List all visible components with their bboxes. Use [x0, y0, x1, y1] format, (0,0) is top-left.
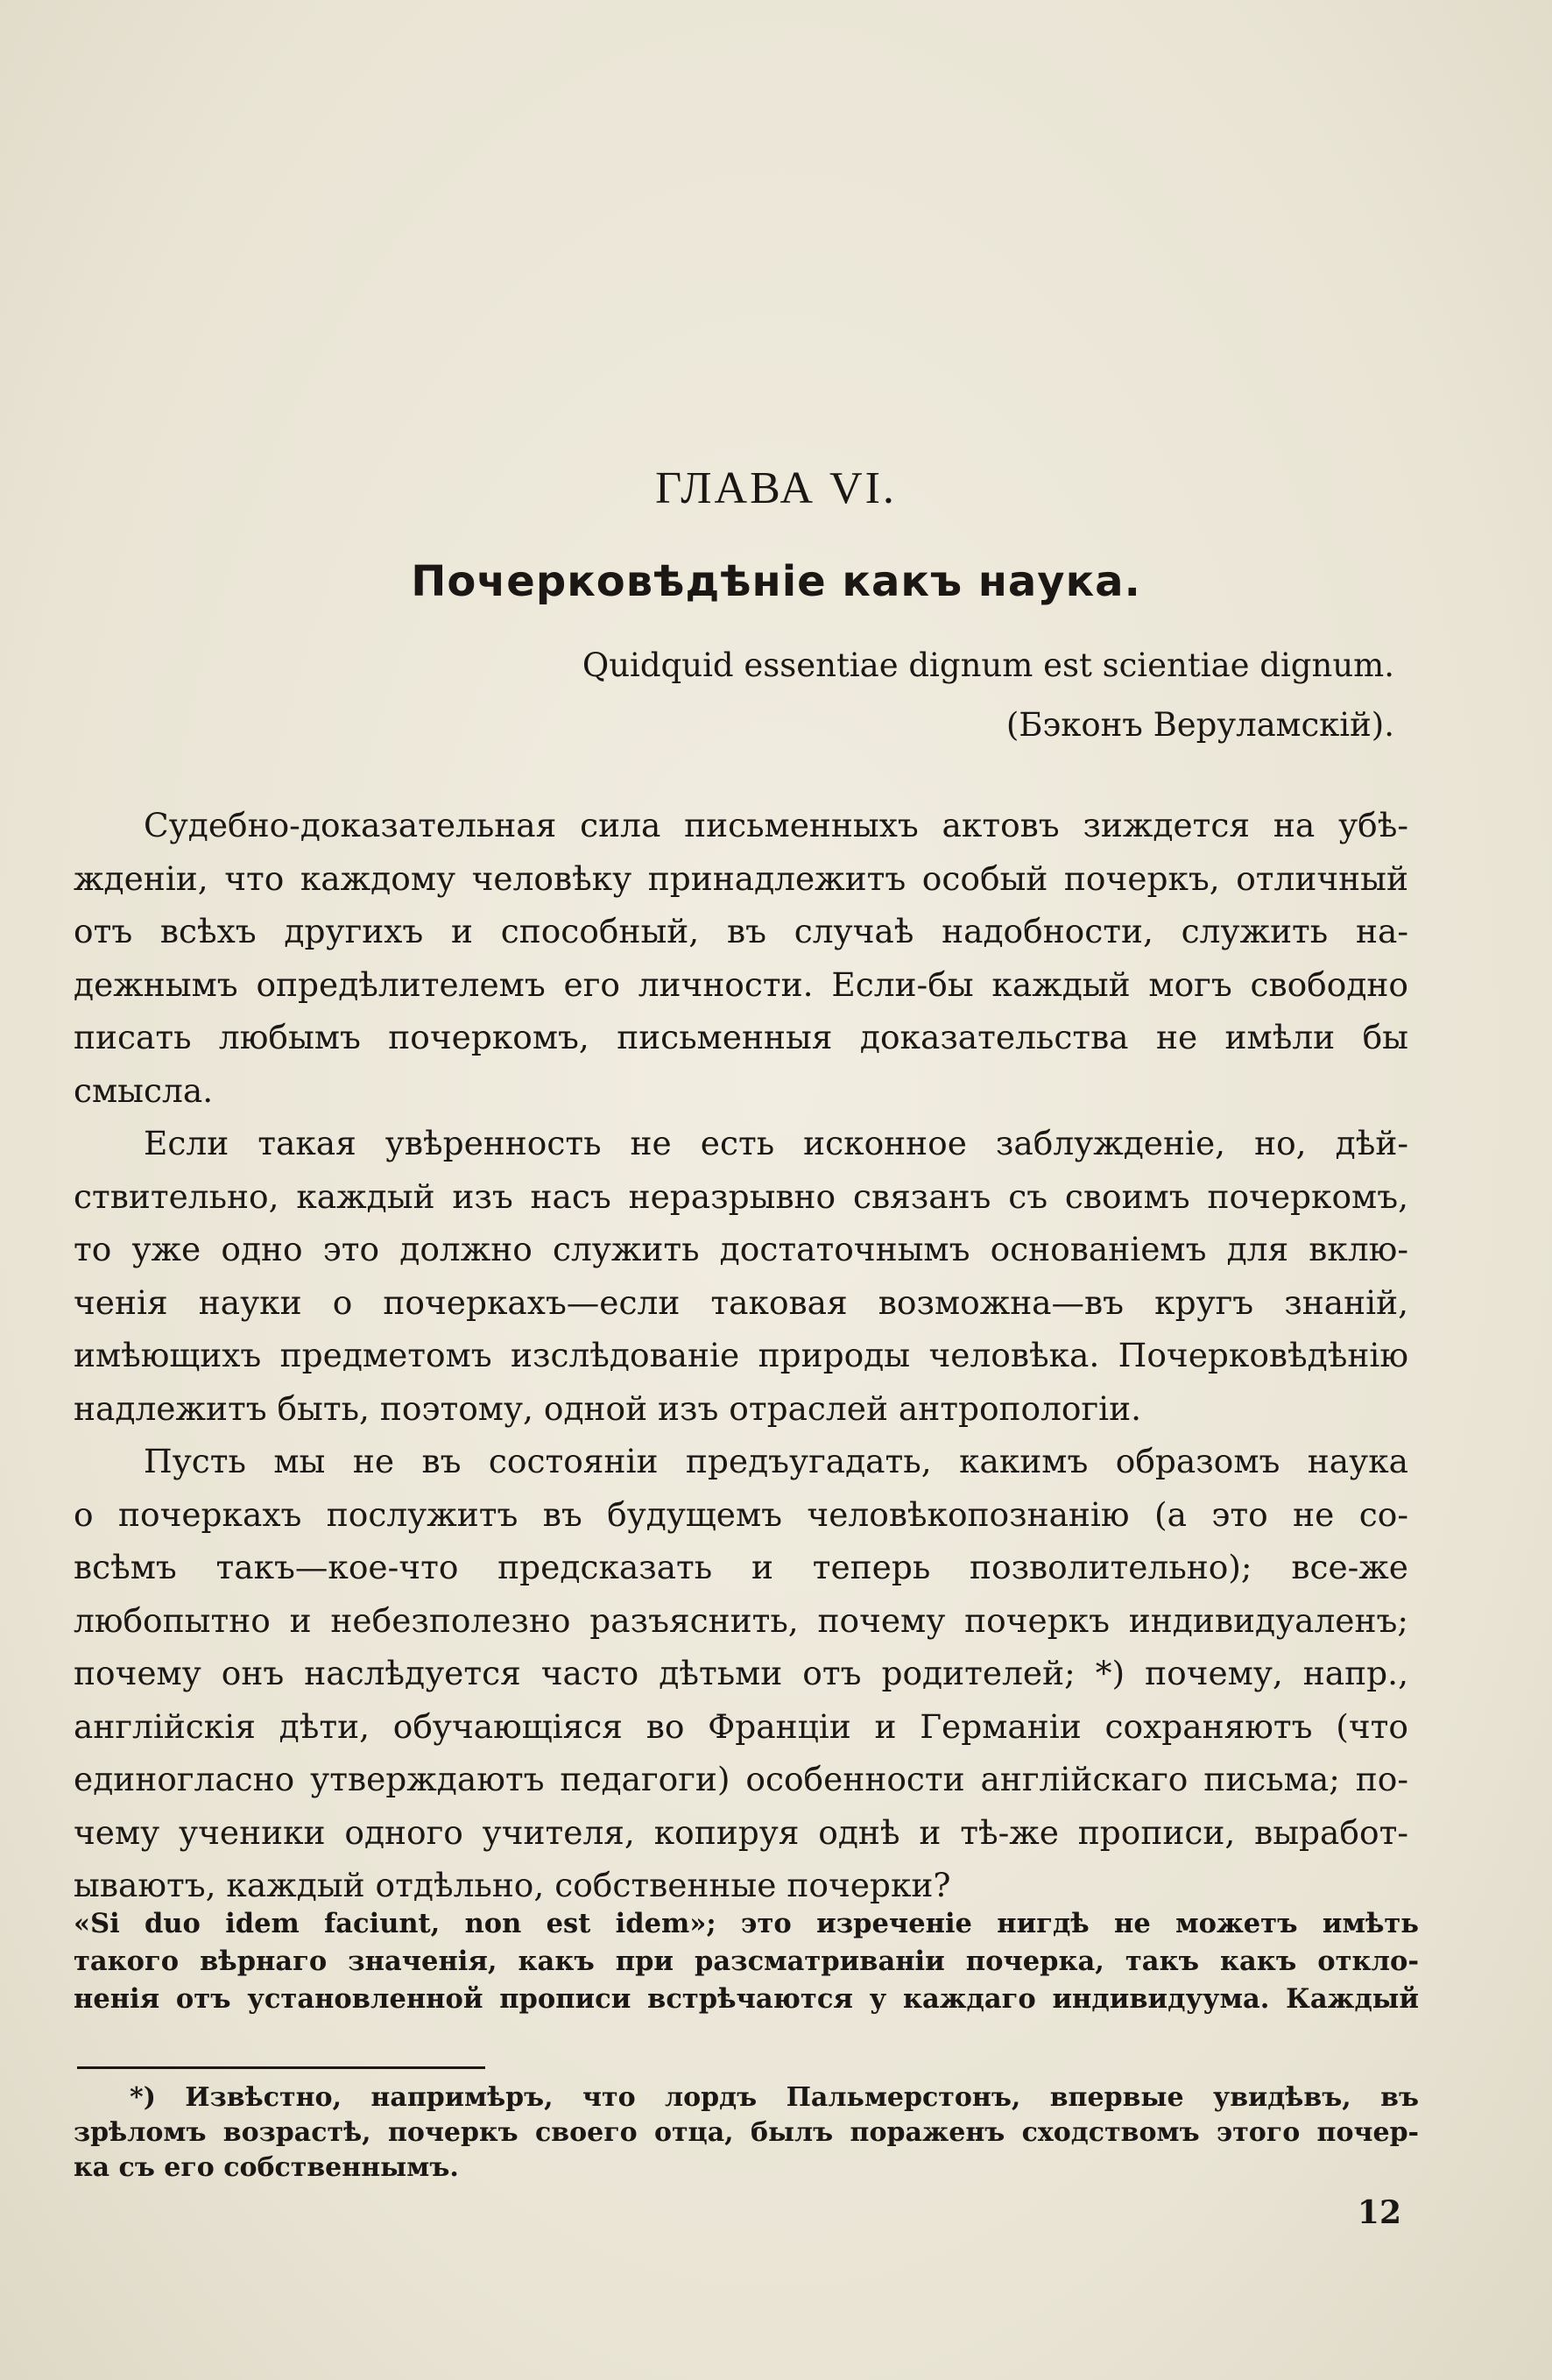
text-line: любопытно и небезполезно разъяснить, почему почеркъ индивидуаленъ;	[74, 1600, 1408, 1640]
text-line: ываютъ, каждый отдѣльно, собственные почерки?	[74, 1866, 951, 1904]
text-line: ствительно, каждый изъ насъ неразрывно связанъ съ своимъ почеркомъ,	[74, 1176, 1408, 1216]
chapter-title: Почерковѣдѣніе какъ наука.	[411, 557, 1141, 606]
footnote-divider	[77, 2066, 485, 2069]
small-print-paragraph	[74, 1905, 1419, 2018]
text-line: всѣмъ такъ—кое-что предсказать и теперь позволительно); все-же	[74, 1548, 1408, 1586]
text-line: почему онъ наслѣдуется часто дѣтьми отъ родителей; *) почему, напр.,	[74, 1654, 1408, 1692]
text-line: надлежитъ быть, поэтому, одной изъ отраслей антропологіи.	[74, 1388, 1142, 1428]
footnote-line: зрѣломъ возрастѣ, почеркъ своего отца, былъ пораженъ сходствомъ этого почер-	[74, 2117, 1419, 2148]
epigraph-quote: Quidquid essentiae dignum est scientiae dignum.	[582, 646, 1394, 684]
small-text-line: ненія отъ установленной прописи встрѣчаются у каждаго индивидуума. Каждый	[74, 1983, 1419, 2015]
page-number: 12	[1357, 2194, 1401, 2231]
text-line: Если такая увѣренность не есть исконное заблужденіе, но, дѣй-	[144, 1124, 1408, 1162]
text-line: единогласно утверждаютъ педагоги) особенности англійскаго письма; по-	[74, 1760, 1408, 1798]
text-line: смысла.	[74, 1070, 214, 1110]
text-line: писать любымъ почеркомъ, письменныя доказательства не имѣли бы	[74, 1018, 1408, 1056]
text-line: ченія науки о почеркахъ—если таковая возможна—въ кругъ знаній,	[74, 1282, 1408, 1322]
chapter-heading: ГЛАВА VI.	[655, 463, 897, 513]
text-line: Судебно-доказательная сила письменныхъ актовъ зиждется на убѣ-	[144, 806, 1408, 844]
footnote-line: ка съ его собственнымъ.	[74, 2152, 459, 2183]
small-text-line: «Si duo idem faciunt, non est idem»; это изреченіе нигдѣ не можетъ имѣть	[74, 1908, 1419, 1939]
text-line: о почеркахъ послужитъ въ будущемъ человѣкопознанію (а это не со-	[74, 1494, 1408, 1534]
footnote	[74, 2080, 1419, 2186]
epigraph-author: (Бэконъ Веруламскій).	[1005, 706, 1394, 744]
text-line: то уже одно это должно служить достаточнымъ основаніемъ для вклю-	[74, 1230, 1408, 1268]
text-line: англійскія дѣти, обучающіяся во Франціи и Германіи сохраняютъ (что	[74, 1706, 1408, 1746]
text-line: жденіи, что каждому человѣку принадлежитъ особый почеркъ, отличный	[74, 858, 1408, 898]
text-line: Пусть мы не въ состояніи предъугадать, какимъ образомъ наука	[144, 1442, 1408, 1480]
text-line: имѣющихъ предметомъ изслѣдованіе природы человѣка. Почерковѣдѣнію	[74, 1336, 1408, 1374]
footnote-line: *) Извѣстно, напримѣръ, что лордъ Пальмерстонъ, впервые увидѣвъ, въ	[130, 2082, 1419, 2113]
text-line: чему ученики одного учителя, копируя однѣ и тѣ-же прописи, выработ-	[74, 1812, 1408, 1852]
main-text	[74, 799, 1408, 1912]
small-text-line: такого вѣрнаго значенія, какъ при разсматриваніи почерка, такъ какъ откло-	[74, 1946, 1419, 1977]
text-line: отъ всѣхъ другихъ и способный, въ случаѣ надобности, служить на-	[74, 912, 1408, 950]
text-line: дежнымъ опредѣлителемъ его личности. Если-бы каждый могъ свободно	[74, 964, 1408, 1004]
